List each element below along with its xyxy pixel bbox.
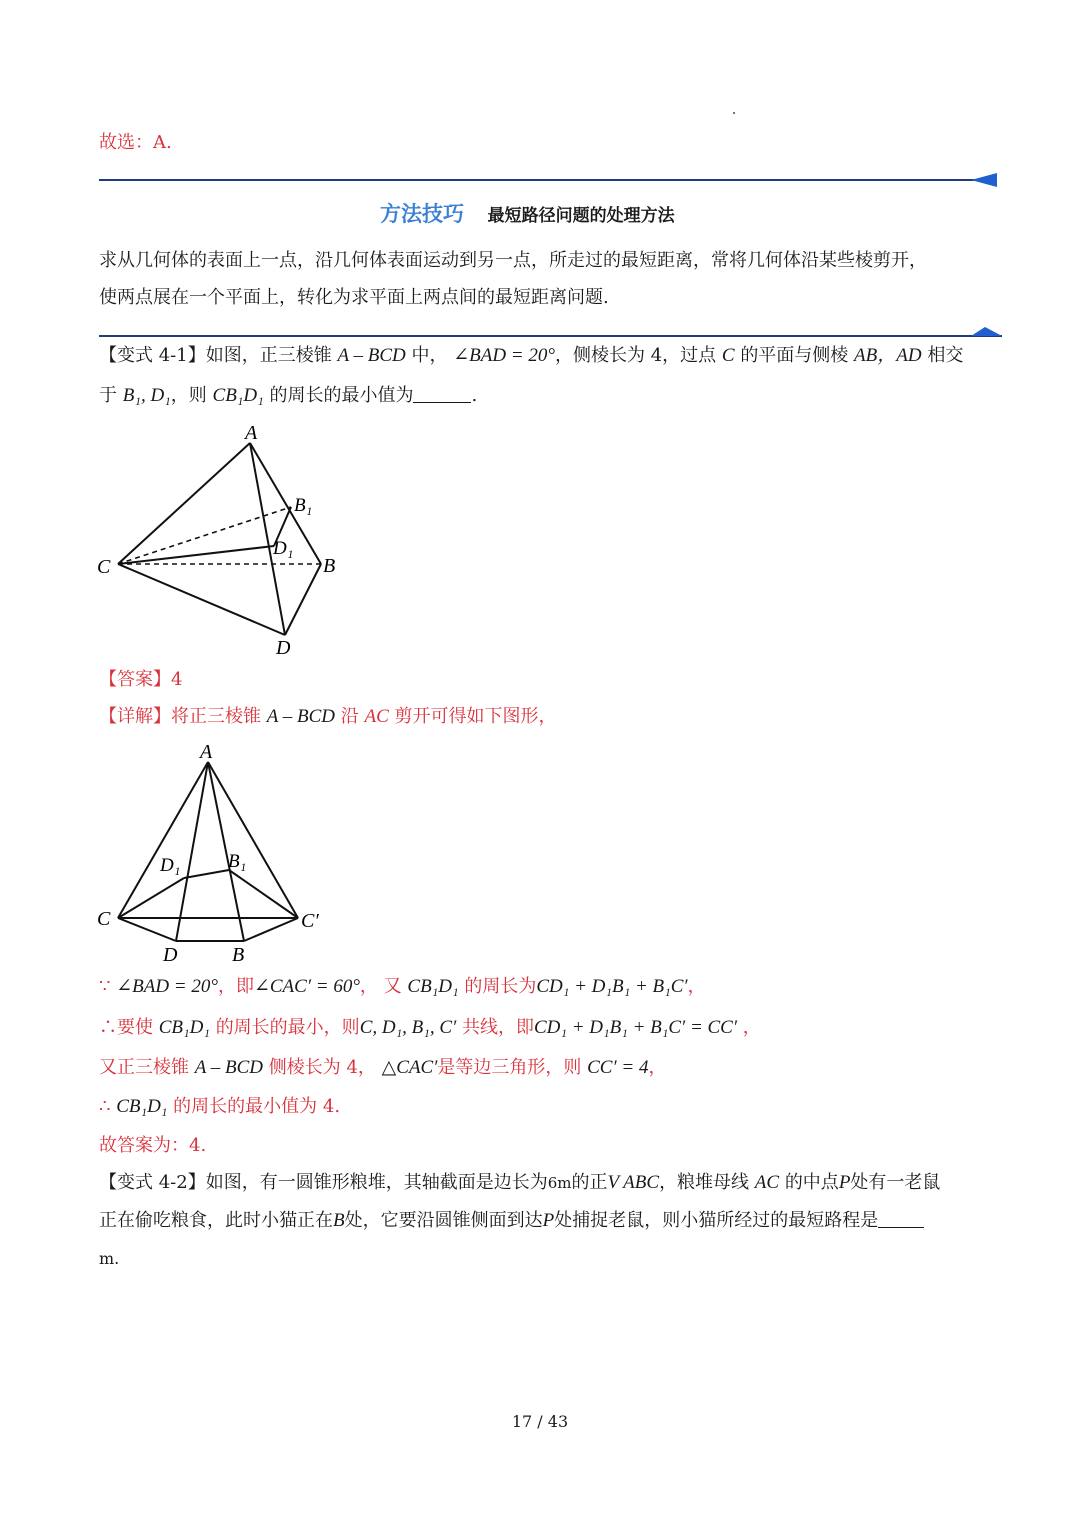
math-expr: CB₁D₁: [407, 976, 459, 997]
math-expr: ∠CAC′ = 60°: [253, 976, 360, 997]
answer: [99, 667, 182, 693]
label-D1: D₁: [273, 538, 294, 559]
text: 相交: [927, 345, 964, 366]
page-number: 17 / 43: [511, 1412, 569, 1431]
final-answer: 故答案为：4.: [99, 1135, 207, 1156]
math-edges: AB，AD: [854, 345, 922, 366]
label-A: A: [245, 422, 258, 444]
text: 处，它要沿圆锥侧面到达: [344, 1210, 543, 1231]
figure-pyramid: [90, 418, 350, 663]
text: ，则: [170, 385, 207, 406]
side-length: 6m: [547, 1174, 572, 1192]
text: ， 又: [359, 976, 402, 997]
text: 是等边三角形，则: [437, 1057, 582, 1078]
solution-step-4: [99, 1094, 340, 1120]
math-triangle: V ABC: [607, 1172, 660, 1193]
text: 的周长的最小值为 4.: [173, 1096, 341, 1117]
math-point: B: [333, 1210, 345, 1231]
text: 中，: [411, 345, 448, 366]
therefore-symbol: ∴: [99, 1096, 111, 1117]
method-section-title: [380, 198, 675, 228]
text: 的中点: [784, 1172, 839, 1193]
math-expr: ∠BAD = 20°: [116, 976, 218, 997]
label-A: A: [200, 741, 213, 763]
problem-4-2-line1: [99, 1170, 940, 1196]
problem-4-1-label: 【变式 4-1】: [99, 345, 206, 366]
problem-4-1-line2: [99, 383, 477, 409]
text: ，即: [217, 976, 254, 997]
text: ，粮堆母线: [659, 1172, 750, 1193]
text: 又正三棱锥: [99, 1057, 189, 1078]
math-edge: AC: [754, 1172, 780, 1193]
math-pyramid: A – BCD: [337, 345, 406, 366]
answer-label: 【答案】: [99, 669, 171, 690]
math-expr: CB₁D₁: [116, 1096, 168, 1117]
text: 的周长为: [464, 976, 537, 997]
text: 的周长的最小，则: [215, 1017, 360, 1038]
explanation-label: 【详解】: [99, 706, 171, 727]
text: ，: [742, 1017, 761, 1038]
math-point-c: C: [721, 345, 735, 366]
math-expr: C, D₁, B₁, C′: [359, 1017, 457, 1038]
label-C: C: [97, 556, 111, 578]
math-expr: △CAC′: [381, 1057, 438, 1078]
label-B: B: [323, 555, 336, 577]
text: 于: [99, 385, 117, 406]
label-B: B: [232, 944, 245, 966]
text: 的平面与侧棱: [740, 345, 849, 366]
text: .: [471, 385, 478, 406]
problem-4-2-label: 【变式 4-2】: [99, 1172, 206, 1193]
math-edge: AC: [364, 706, 389, 727]
method-description-line2: 使两点展在一个平面上，转化为求平面上两点间的最短距离问题.: [99, 287, 609, 308]
math-expr: CB₁D₁: [158, 1017, 210, 1038]
section-divider-top: [99, 170, 999, 190]
solution-step-2: [99, 1015, 761, 1041]
answer-blank: [413, 384, 471, 403]
text: 剪开可得如下图形，: [394, 706, 557, 727]
label-D1: D₁: [160, 855, 181, 876]
problem-4-2-line2: [99, 1208, 924, 1234]
method-description-line1: 求从几何体的表面上一点，沿几何体表面运动到另一点，所走过的最短距离，常将几何体沿某些棱剪开，: [99, 250, 927, 271]
problem-4-1-line1: [99, 343, 963, 369]
label-D: D: [276, 637, 291, 659]
solution-step-1: [99, 974, 706, 1000]
math-expr: CD₁ + D₁B₁ + B₁C′ = CC′: [533, 1017, 738, 1038]
text: 如图，正三棱锥: [205, 345, 332, 366]
label-B1: B₁: [294, 495, 313, 516]
text: 处捕捉老鼠，则小猫所经过的最短路程是: [554, 1210, 879, 1231]
text: 沿: [340, 706, 359, 727]
previous-conclusion: 故选：A.: [99, 132, 172, 153]
math-expr: CD₁ + D₁B₁ + B₁C′: [536, 976, 688, 997]
text: ，: [687, 976, 706, 997]
math-expr: CC′ = 4: [587, 1057, 649, 1078]
math-triangle: CB₁D₁: [212, 385, 264, 406]
answer-value: 4: [171, 669, 183, 690]
text: 如图，有一圆锥形粮堆，其轴截面是边长为: [205, 1172, 548, 1193]
solution-step-3: [99, 1055, 666, 1081]
text: 处有一老鼠: [850, 1172, 941, 1193]
text: 侧棱长为 4，: [268, 1057, 376, 1078]
figure-unfolded-net: [90, 738, 340, 968]
text: 将正三棱锥: [171, 706, 261, 727]
text: 要使: [117, 1017, 153, 1038]
text: ，侧棱长为 4，过点: [554, 345, 717, 366]
stray-mark: [733, 112, 735, 114]
text: 的正: [571, 1172, 608, 1193]
text: 正在偷吃粮食，此时小猫正在: [99, 1210, 333, 1231]
therefore-symbol: ∴: [99, 1017, 117, 1038]
explanation-intro: [99, 704, 556, 730]
math-point: P: [838, 1172, 851, 1193]
because-symbol: ∵: [99, 976, 111, 997]
math-angle: ∠BAD = 20°: [453, 345, 555, 366]
label-B1: B₁: [228, 851, 247, 872]
math-pyramid: A – BCD: [266, 706, 335, 727]
math-expr: A – BCD: [194, 1057, 263, 1078]
method-name: 最短路径问题的处理方法: [487, 206, 675, 226]
label-C-prime: C′: [301, 910, 319, 932]
text: 共线，即: [461, 1017, 534, 1038]
problem-4-2-line3: m.: [99, 1249, 120, 1268]
answer-blank: [878, 1209, 924, 1228]
text: ，: [648, 1057, 667, 1078]
text: 的周长的最小值为: [269, 385, 414, 406]
label-C: C: [97, 908, 111, 930]
math-points: B₁, D₁: [122, 385, 171, 406]
math-point: P: [542, 1210, 555, 1231]
method-tag: 方法技巧: [380, 202, 464, 226]
section-divider-bottom: [99, 325, 1004, 345]
label-D: D: [163, 944, 178, 966]
